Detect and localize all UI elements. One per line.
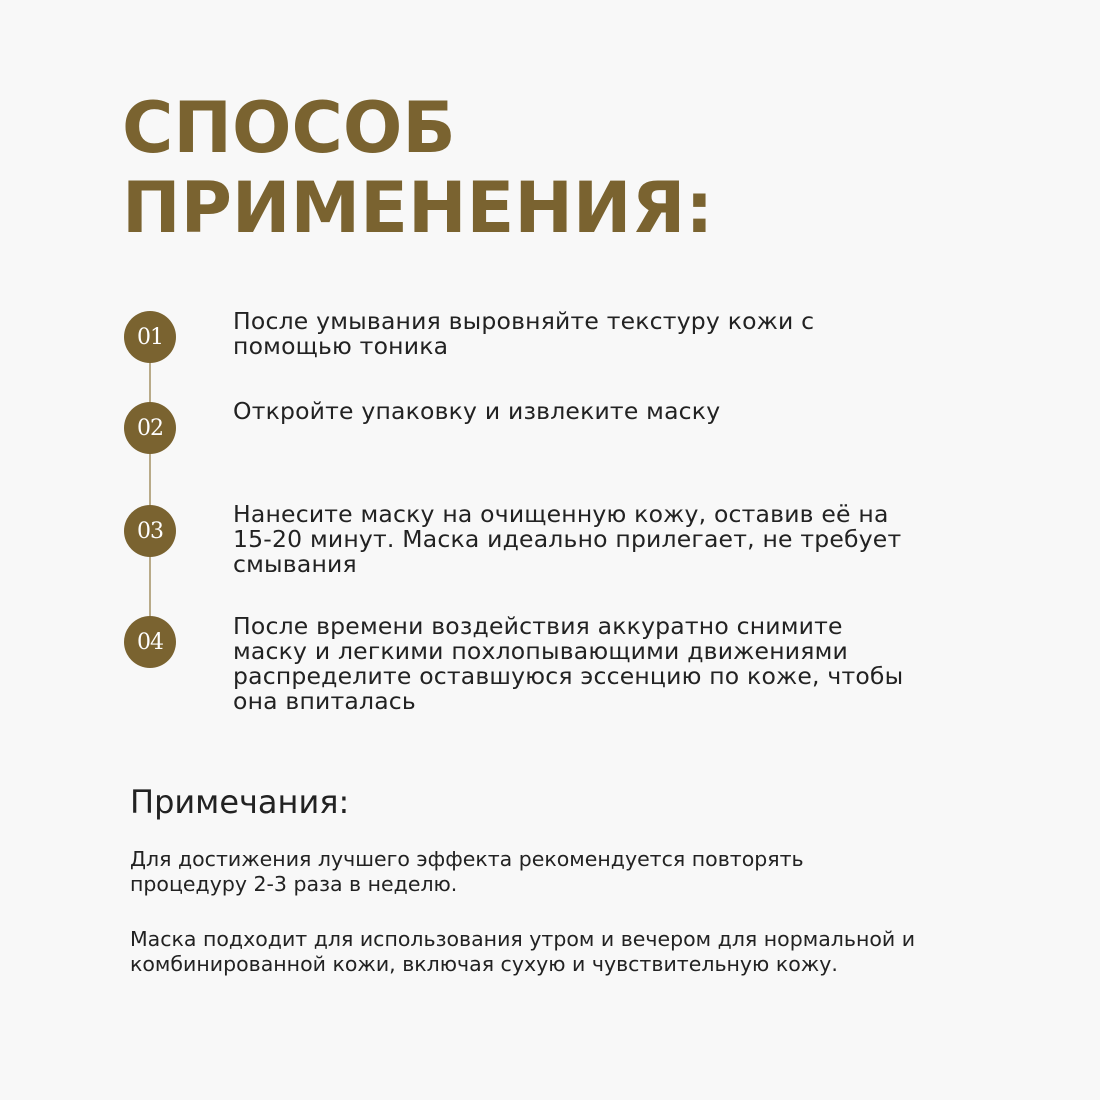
page-title	[122, 88, 713, 248]
notes-heading: Примечания:	[130, 783, 350, 821]
step-text-4: После времени воздействия аккуратно снимите маску и легкими похлопывающими движениями распределите оставшуюся эссенцию по коже, чтобы она впиталась	[233, 612, 904, 715]
timeline-connector-2	[149, 452, 151, 508]
page-title-line-1: СПОСОБ	[122, 87, 456, 169]
step-number-badge-3: 03	[124, 505, 176, 557]
step-text-3: Нанесите маску на очищенную кожу, оставив её на 15-20 минут. Маска идеально прилегает, не требует смывания	[233, 500, 902, 578]
step-number-badge-1: 01	[124, 311, 176, 363]
step-number-badge-2: 02	[124, 402, 176, 454]
note-1: Для достижения лучшего эффекта рекомендуется повторять процедуру 2-3 раза в неделю.	[130, 847, 804, 896]
note-2: Маска подходит для использования утром и вечером для нормальной и комбинированной кожи, включая сухую и чувствительную кожу.	[130, 927, 916, 976]
step-number-badge-4: 04	[124, 616, 176, 668]
timeline-connector-3	[149, 554, 151, 619]
step-text-2: Откройте упаковку и извлеките маску	[233, 397, 721, 425]
page-title-line-2: ПРИМЕНЕНИЯ:	[122, 167, 714, 249]
timeline-connector-1	[149, 362, 151, 405]
step-text-1: После умывания выровняйте текстуру кожи с помощью тоника	[233, 307, 815, 360]
